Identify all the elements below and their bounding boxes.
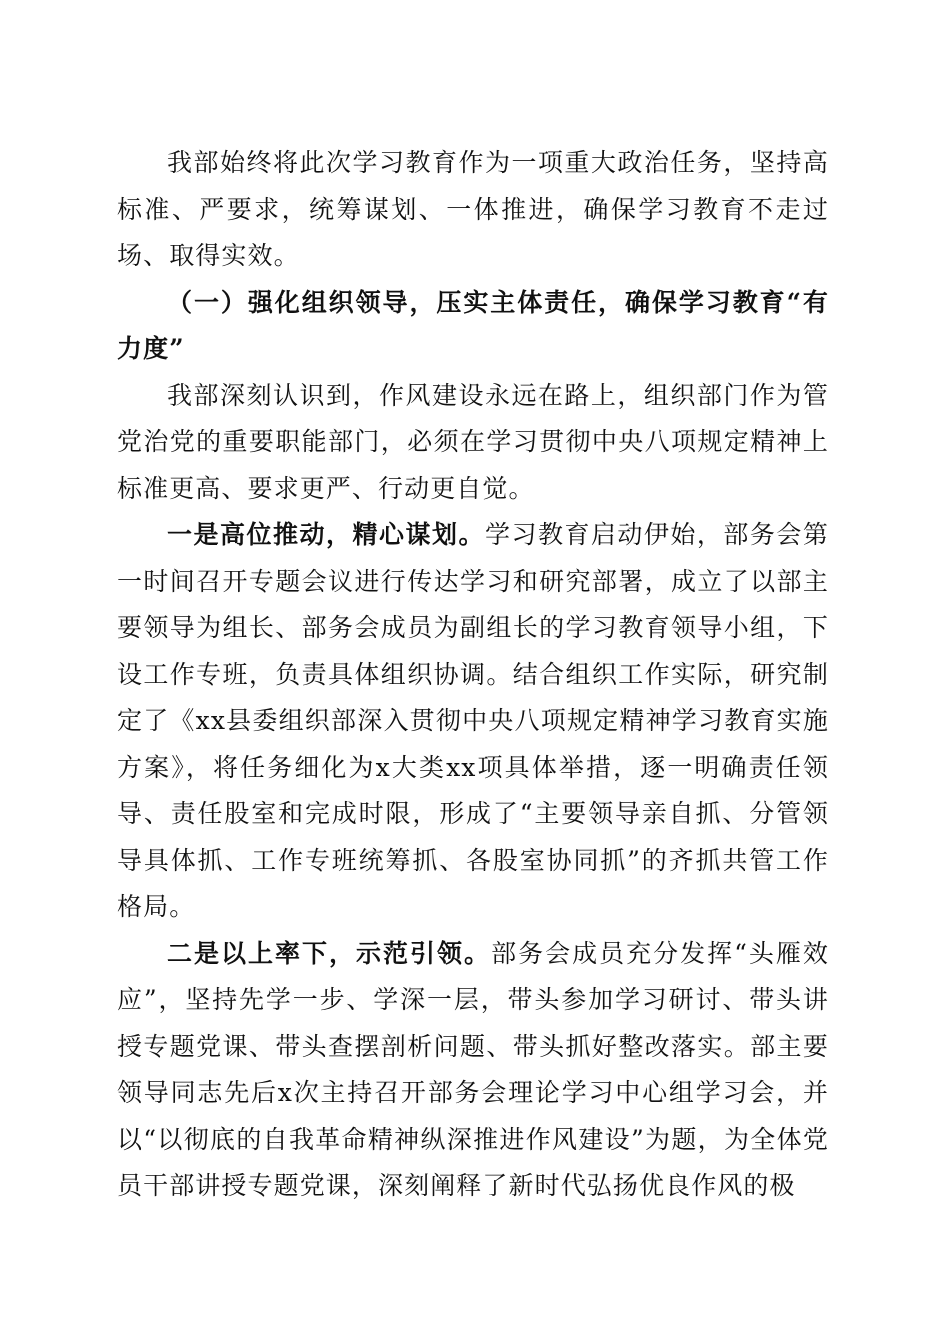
point-one-lead: 一是高位推动，精心谋划。: [167, 520, 485, 549]
point-one-paragraph: [117, 512, 829, 931]
point-one-body: 学习教育启动伊始，部务会第一时间召开专题会议进行传达学习和研究部署，成立了以部主要领导为组长、部务会成员为副组长的学习教育领导小组，下设工作专班，负责具体组织协调。结合组织工作实际，研究制定了《xx县委组织部深入贯彻中央八项规定精神学习教育实施方案》，将任务细化为x大类xx项具体举措，逐一明确责任领导、责任股室和完成时限，形成了“主要领导亲自抓、分管领导具体抓、工作专班统筹抓、各股室协同抓”的齐抓共管工作格局。: [117, 520, 829, 921]
point-two-lead: 二是以上率下，示范引领。: [167, 938, 492, 968]
intro-paragraph: 我部始终将此次学习教育作为一项重大政治任务，坚持高标准、严要求，统筹谋划、一体推进，确保学习教育不走过场、取得实效。: [117, 148, 829, 270]
point-two-body: 部务会成员充分发挥“头雁效应”，坚持先学一步、学深一层，带头参加学习研讨、带头讲授专题党课、带头查摆剖析问题、带头抓好整改落实。部主要领导同志先后x次主持召开部务会理论学习中心组学习会，并以“以彻底的自我革命精神纵深推进作风建设”为题，为全体党员干部讲授专题党课，深刻阐释了新时代弘扬优良作风的极: [117, 938, 829, 1200]
point-two-paragraph: [117, 931, 829, 1210]
section-heading: （一）强化组织领导，压实主体责任，确保学习教育“有力度”: [117, 287, 829, 363]
section-intro-paragraph: 我部深刻认识到，作风建设永远在路上，组织部门作为管党治党的重要职能部门，必须在学习贯彻中央八项规定精神上标准更高、要求更严、行动更自觉。: [117, 380, 829, 503]
document-body: [117, 140, 829, 1210]
